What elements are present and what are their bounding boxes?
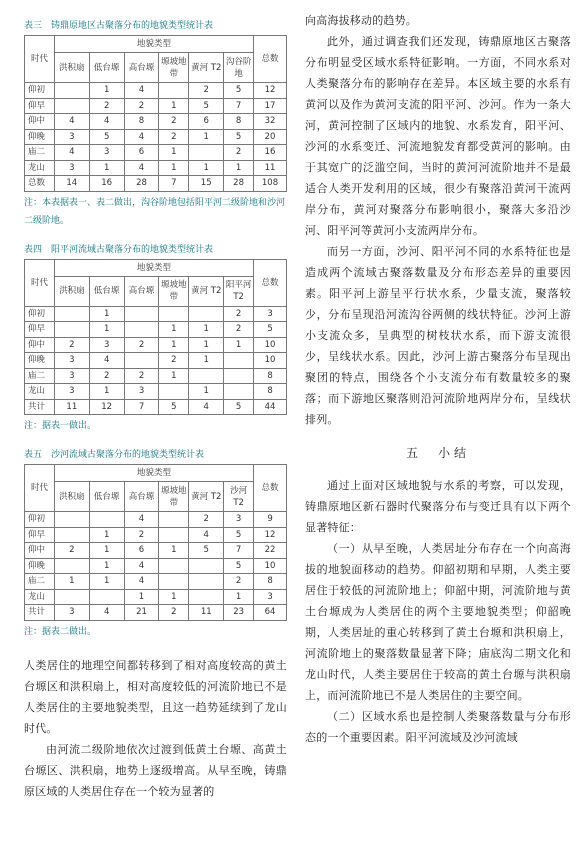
table-cell: 1 xyxy=(89,574,124,590)
table-cell: 5 xyxy=(254,322,287,338)
table-cell xyxy=(124,353,159,369)
table-cell: 7 xyxy=(159,176,189,192)
table3-total-header: 总数 xyxy=(254,36,287,83)
table5-caption: 表五 沙河流域古聚落分布的地貌类型统计表 xyxy=(24,450,205,460)
table5-note: 注：据表二做出。 xyxy=(24,626,97,637)
table5 xyxy=(24,464,287,621)
table-row xyxy=(25,353,287,369)
table-cell: 15 xyxy=(189,176,224,192)
table-cell: 3 xyxy=(124,384,159,400)
table4-body xyxy=(25,306,287,415)
table-cell: 44 xyxy=(254,399,287,415)
table4-col-header: 低台塬 xyxy=(89,276,124,306)
table-cell: 4 xyxy=(124,83,159,99)
table-cell xyxy=(54,527,89,543)
table-cell: 11 xyxy=(254,160,287,176)
table-cell: 5 xyxy=(189,543,224,559)
table-row-label: 总数 xyxy=(25,176,55,192)
table3-col-header: 塬坡地带 xyxy=(159,53,189,83)
table-cell xyxy=(159,83,189,99)
table-cell: 12 xyxy=(254,83,287,99)
table-cell xyxy=(54,512,89,528)
table-cell xyxy=(54,558,89,574)
table-cell: 1 xyxy=(189,337,224,353)
table-cell: 16 xyxy=(254,145,287,161)
table-cell: 1 xyxy=(189,353,224,369)
table-cell: 5 xyxy=(224,399,254,415)
table3-col-header: 沟谷阶地 xyxy=(224,53,254,83)
table-cell: 3 xyxy=(54,605,89,621)
table-cell: 2 xyxy=(189,83,224,99)
table-cell: 1 xyxy=(159,322,189,338)
table-row-label: 庙二 xyxy=(25,145,55,161)
table-row xyxy=(25,368,287,384)
table-row xyxy=(25,384,287,400)
table-cell: 11 xyxy=(189,605,224,621)
table-row xyxy=(25,160,287,176)
table-cell: 2 xyxy=(224,145,254,161)
table-row-label: 龙山 xyxy=(25,384,55,400)
table3-note: 注：本表据表一、表二做出，沟谷阶地包括阳平河二级阶地和沙河二级阶地。 xyxy=(24,197,286,226)
table-cell: 7 xyxy=(224,543,254,559)
table-cell: 1 xyxy=(89,160,124,176)
table-cell xyxy=(189,145,224,161)
table-cell: 11 xyxy=(54,399,89,415)
table-cell: 1 xyxy=(89,306,124,322)
table-cell: 28 xyxy=(124,176,159,192)
table-cell: 8 xyxy=(124,114,159,130)
table-row-label: 仰中 xyxy=(25,337,55,353)
table-cell: 3 xyxy=(89,145,124,161)
table-cell: 21 xyxy=(124,605,159,621)
table-row-label: 仰早 xyxy=(25,98,55,114)
table-cell xyxy=(224,353,254,369)
table5-col-header: 沙河 T2 xyxy=(224,482,254,512)
table-cell xyxy=(54,83,89,99)
table-cell: 3 xyxy=(54,160,89,176)
table-row xyxy=(25,83,287,99)
table-cell: 3 xyxy=(54,368,89,384)
right-paragraph-3: 通过上面对区域地貌与水系的考察，可以发现，铸鼎原地区新石器时代聚落分布与变迁具有以下两个显著特征： xyxy=(305,479,571,534)
table-cell: 5 xyxy=(159,399,189,415)
table-row xyxy=(25,527,287,543)
table-cell: 7 xyxy=(224,98,254,114)
table-cell: 4 xyxy=(189,527,224,543)
table-cell xyxy=(159,306,189,322)
right-paragraph-2: 而另一方面，沙河、阳平河不同的水系特征也是造成两个流域古聚落数量及分布形态差异的重要因素。阳平河上游呈平行状水系，少量支流，聚落较少，分布呈现沿河流沟谷两侧的线状特征。沙河上游小支流众多，呈典型的树枝状水系，而下游支流很少，呈线状水系。因此，沙河上游古聚落分布呈现出聚团的特点，围绕各个小支流分布有数量较多的聚落；而下游地区聚落则沿河流阶地两岸分布，呈线状排列。 xyxy=(305,245,571,426)
table-cell: 1 xyxy=(159,589,189,605)
table-cell: 2 xyxy=(159,114,189,130)
table-row xyxy=(25,129,287,145)
table4 xyxy=(24,259,287,416)
table-row xyxy=(25,589,287,605)
table4-col-header: 阳平河 T2 xyxy=(224,276,254,306)
table-cell: 1 xyxy=(89,322,124,338)
table-cell: 1 xyxy=(224,337,254,353)
table-cell: 1 xyxy=(189,160,224,176)
table-cell: 28 xyxy=(224,176,254,192)
table-cell: 6 xyxy=(124,543,159,559)
table-cell: 2 xyxy=(124,98,159,114)
table-cell: 4 xyxy=(124,558,159,574)
table-cell xyxy=(159,574,189,590)
table3-caption: 表三 铸鼎原地区古聚落分布的地貌类型统计表 xyxy=(24,21,214,31)
table-row xyxy=(25,543,287,559)
table-cell: 5 xyxy=(224,129,254,145)
table-cell: 1 xyxy=(224,160,254,176)
table-cell: 1 xyxy=(159,160,189,176)
table-cell: 4 xyxy=(89,353,124,369)
table-cell: 1 xyxy=(54,574,89,590)
table-cell: 4 xyxy=(189,399,224,415)
table-cell: 1 xyxy=(89,83,124,99)
table5-col-header: 高台塬 xyxy=(124,482,159,512)
table-cell: 2 xyxy=(124,337,159,353)
table-cell xyxy=(89,589,124,605)
table-cell xyxy=(159,384,189,400)
table-cell: 20 xyxy=(254,129,287,145)
table-row xyxy=(25,574,287,590)
table-cell: 1 xyxy=(189,129,224,145)
table-cell xyxy=(54,98,89,114)
right-paragraph-0: 向高海拔移动的趋势。 xyxy=(305,14,417,27)
table-cell: 2 xyxy=(159,353,189,369)
section-heading: 五 小结 xyxy=(405,446,470,460)
right-column xyxy=(305,10,571,748)
table4-col-header: 洪积扇 xyxy=(54,276,89,306)
table-cell: 108 xyxy=(254,176,287,192)
table-row-label: 龙山 xyxy=(25,160,55,176)
table-cell: 1 xyxy=(89,558,124,574)
table-cell xyxy=(224,384,254,400)
table4-col-header: 塬坡地带 xyxy=(159,276,189,306)
table-cell xyxy=(54,589,89,605)
table-cell: 1 xyxy=(159,368,189,384)
table-cell xyxy=(189,368,224,384)
table-row xyxy=(25,98,287,114)
table5-col-header: 塬坡地带 xyxy=(159,482,189,512)
table-cell xyxy=(224,368,254,384)
table3-period-header: 时代 xyxy=(25,36,55,83)
table-cell: 3 xyxy=(54,384,89,400)
table-cell: 4 xyxy=(124,160,159,176)
table4-total-header: 总数 xyxy=(254,259,287,306)
table-cell: 1 xyxy=(224,589,254,605)
table-row-label: 仰早 xyxy=(25,527,55,543)
table4-period-header: 时代 xyxy=(25,259,55,306)
table-cell: 1 xyxy=(159,98,189,114)
table-row-label: 共计 xyxy=(25,399,55,415)
table-cell: 9 xyxy=(254,512,287,528)
table-cell: 8 xyxy=(254,384,287,400)
table-cell: 2 xyxy=(159,129,189,145)
table-cell: 10 xyxy=(254,558,287,574)
table-row-label: 庙二 xyxy=(25,574,55,590)
table-cell: 4 xyxy=(124,512,159,528)
table-cell: 4 xyxy=(124,129,159,145)
table3-group-header: 地貌类型 xyxy=(54,36,253,53)
table3-col-header: 洪积扇 xyxy=(54,53,89,83)
table-row xyxy=(25,605,287,621)
table-row-label: 仰早 xyxy=(25,322,55,338)
left-column xyxy=(24,18,287,802)
table-cell xyxy=(159,512,189,528)
table4-note: 注：据表一做出。 xyxy=(24,421,97,431)
table-row xyxy=(25,145,287,161)
left-paragraph-2: 由河流二级阶地依次过渡到低黄土台塬、高黄土台塬区、洪积扇，地势上逐级增高。从早至晚，铸鼎原区域的人类居住存在一个较为显著的 xyxy=(24,742,287,798)
table-cell: 2 xyxy=(159,605,189,621)
table-cell: 1 xyxy=(159,145,189,161)
table3 xyxy=(24,35,287,192)
table-cell: 8 xyxy=(254,574,287,590)
table-row xyxy=(25,337,287,353)
table5-total-header: 总数 xyxy=(254,465,287,512)
table-cell: 3 xyxy=(54,353,89,369)
table-row-label: 仰初 xyxy=(25,83,55,99)
table-cell: 5 xyxy=(189,98,224,114)
table-row-label: 共计 xyxy=(25,605,55,621)
table-cell: 10 xyxy=(254,353,287,369)
table-cell: 16 xyxy=(89,176,124,192)
table-cell: 12 xyxy=(254,527,287,543)
table5-group-header: 地貌类型 xyxy=(54,465,253,482)
table-cell: 1 xyxy=(89,527,124,543)
table-cell: 1 xyxy=(189,384,224,400)
table-cell: 1 xyxy=(89,384,124,400)
table5-body xyxy=(25,512,287,621)
table-cell: 1 xyxy=(89,543,124,559)
table3-col-header: 低台塬 xyxy=(89,53,124,83)
table-row-label: 仰晚 xyxy=(25,558,55,574)
table-cell: 4 xyxy=(89,114,124,130)
table-cell: 2 xyxy=(224,322,254,338)
table-cell: 6 xyxy=(189,114,224,130)
table4-col-header: 高台塬 xyxy=(124,276,159,306)
table4-group-header: 地貌类型 xyxy=(54,259,253,276)
table-cell xyxy=(54,306,89,322)
table-cell: 32 xyxy=(254,114,287,130)
table-cell: 5 xyxy=(224,83,254,99)
table-row-label: 仰初 xyxy=(25,306,55,322)
table-cell: 2 xyxy=(89,98,124,114)
table-row xyxy=(25,322,287,338)
table-cell: 2 xyxy=(89,368,124,384)
table-row xyxy=(25,176,287,192)
table3-body xyxy=(25,83,287,192)
table-cell: 5 xyxy=(224,527,254,543)
table-cell: 23 xyxy=(224,605,254,621)
right-paragraph-5: （二）区域水系也是控制人类聚落数量与分布形态的一个重要因素。阳平河流域及沙河流域 xyxy=(305,710,571,744)
table4-col-header: 黄河 T2 xyxy=(189,276,224,306)
table-cell xyxy=(159,527,189,543)
table-row-label: 仰晚 xyxy=(25,353,55,369)
table-row-label: 仰中 xyxy=(25,543,55,559)
table-cell: 2 xyxy=(224,574,254,590)
table3-col-header: 高台塬 xyxy=(124,53,159,83)
table-cell xyxy=(189,574,224,590)
table-cell xyxy=(189,558,224,574)
table5-col-header: 低台塬 xyxy=(89,482,124,512)
table-cell: 7 xyxy=(124,399,159,415)
table-cell: 1 xyxy=(159,543,189,559)
table-cell: 17 xyxy=(254,98,287,114)
table-cell: 3 xyxy=(54,129,89,145)
table-row xyxy=(25,512,287,528)
table-cell: 4 xyxy=(54,145,89,161)
table-cell: 4 xyxy=(89,605,124,621)
table5-col-header: 黄河 T2 xyxy=(189,482,224,512)
table-cell: 10 xyxy=(254,337,287,353)
table-cell: 2 xyxy=(189,512,224,528)
table-cell: 5 xyxy=(224,558,254,574)
table-cell: 2 xyxy=(124,368,159,384)
table-cell: 2 xyxy=(224,306,254,322)
table-cell: 5 xyxy=(89,129,124,145)
table-cell: 14 xyxy=(54,176,89,192)
table-cell xyxy=(124,306,159,322)
right-paragraph-1: 此外，通过调查我们还发现，铸鼎原地区古聚落分布明显受区域水系特征影响。一方面，不同水系对人类聚落分布的影响存在差异。本区域主要的水系有黄河以及作为黄河支流的阳平河、沙河。作为一条大河，黄河控制了区域内的地貌、水系发育，阳平河、沙河的水系变迁、河流地貌发育都受黄河的影响。由于其宽广的泛滥空间，当时的黄河河流阶地并不是最适合人类开发利用的区域，很少有聚落沿黄河干流两岸分布，黄河对聚落分布影响很小，聚落大多沿沙河、阳平河等黄河小支流两岸分布。 xyxy=(305,35,571,237)
table-row xyxy=(25,558,287,574)
left-paragraph-1: 人类居住的地理空间都转移到了相对高度较高的黄土台塬区和洪积扇上，相对高度较低的河流阶地已不是人类居住的主要地貌类型，且这一趋势延续到了龙山时代。 xyxy=(24,658,287,735)
table-row-label: 龙山 xyxy=(25,589,55,605)
table-row xyxy=(25,399,287,415)
table-cell xyxy=(159,558,189,574)
table-cell: 3 xyxy=(224,512,254,528)
table-cell: 1 xyxy=(159,337,189,353)
table-row xyxy=(25,306,287,322)
table-row-label: 仰初 xyxy=(25,512,55,528)
table-cell xyxy=(54,322,89,338)
table-cell: 12 xyxy=(89,399,124,415)
table-cell: 2 xyxy=(54,543,89,559)
table-row-label: 庙二 xyxy=(25,368,55,384)
table3-col-header: 黄河 T2 xyxy=(189,53,224,83)
table-cell: 4 xyxy=(54,114,89,130)
table-cell: 2 xyxy=(124,527,159,543)
table4-caption: 表四 阳平河流域古聚落分布的地貌类型统计表 xyxy=(24,244,214,255)
table-cell: 1 xyxy=(124,589,159,605)
table-cell: 2 xyxy=(54,337,89,353)
table-cell: 64 xyxy=(254,605,287,621)
table5-period-header: 时代 xyxy=(25,465,55,512)
table-cell: 1 xyxy=(189,322,224,338)
table-cell: 4 xyxy=(124,574,159,590)
table-cell: 6 xyxy=(124,145,159,161)
table-cell: 3 xyxy=(254,589,287,605)
table5-col-header: 洪积扇 xyxy=(54,482,89,512)
table-cell: 3 xyxy=(254,306,287,322)
table-cell: 8 xyxy=(224,114,254,130)
table-cell: 22 xyxy=(254,543,287,559)
right-paragraph-4: （一）从早至晚，人类居址分布存在一个向高海拔的地貌面移动的趋势。仰韶初期和早期，人类主要居住于较低的河流阶地上；仰韶中期，河流阶地与黄土台塬成为人类居住的两个主要地貌类型；仰韶晚期，人类居址的重心转移到了黄土台塬和洪积扇上，河流阶地上的聚落数量显著下降；庙底沟二期文化和龙山时代，人类主要居住于较高的黄土台塬与洪积扇上，而河流阶地已不是人类居住的主要空间。 xyxy=(305,542,571,702)
table-row xyxy=(25,114,287,130)
table-row-label: 仰晚 xyxy=(25,129,55,145)
table-cell: 3 xyxy=(89,337,124,353)
table-cell xyxy=(124,322,159,338)
table-row-label: 仰中 xyxy=(25,114,55,130)
table-cell xyxy=(89,512,124,528)
table-cell xyxy=(189,306,224,322)
table-cell xyxy=(189,589,224,605)
table-cell: 8 xyxy=(254,368,287,384)
